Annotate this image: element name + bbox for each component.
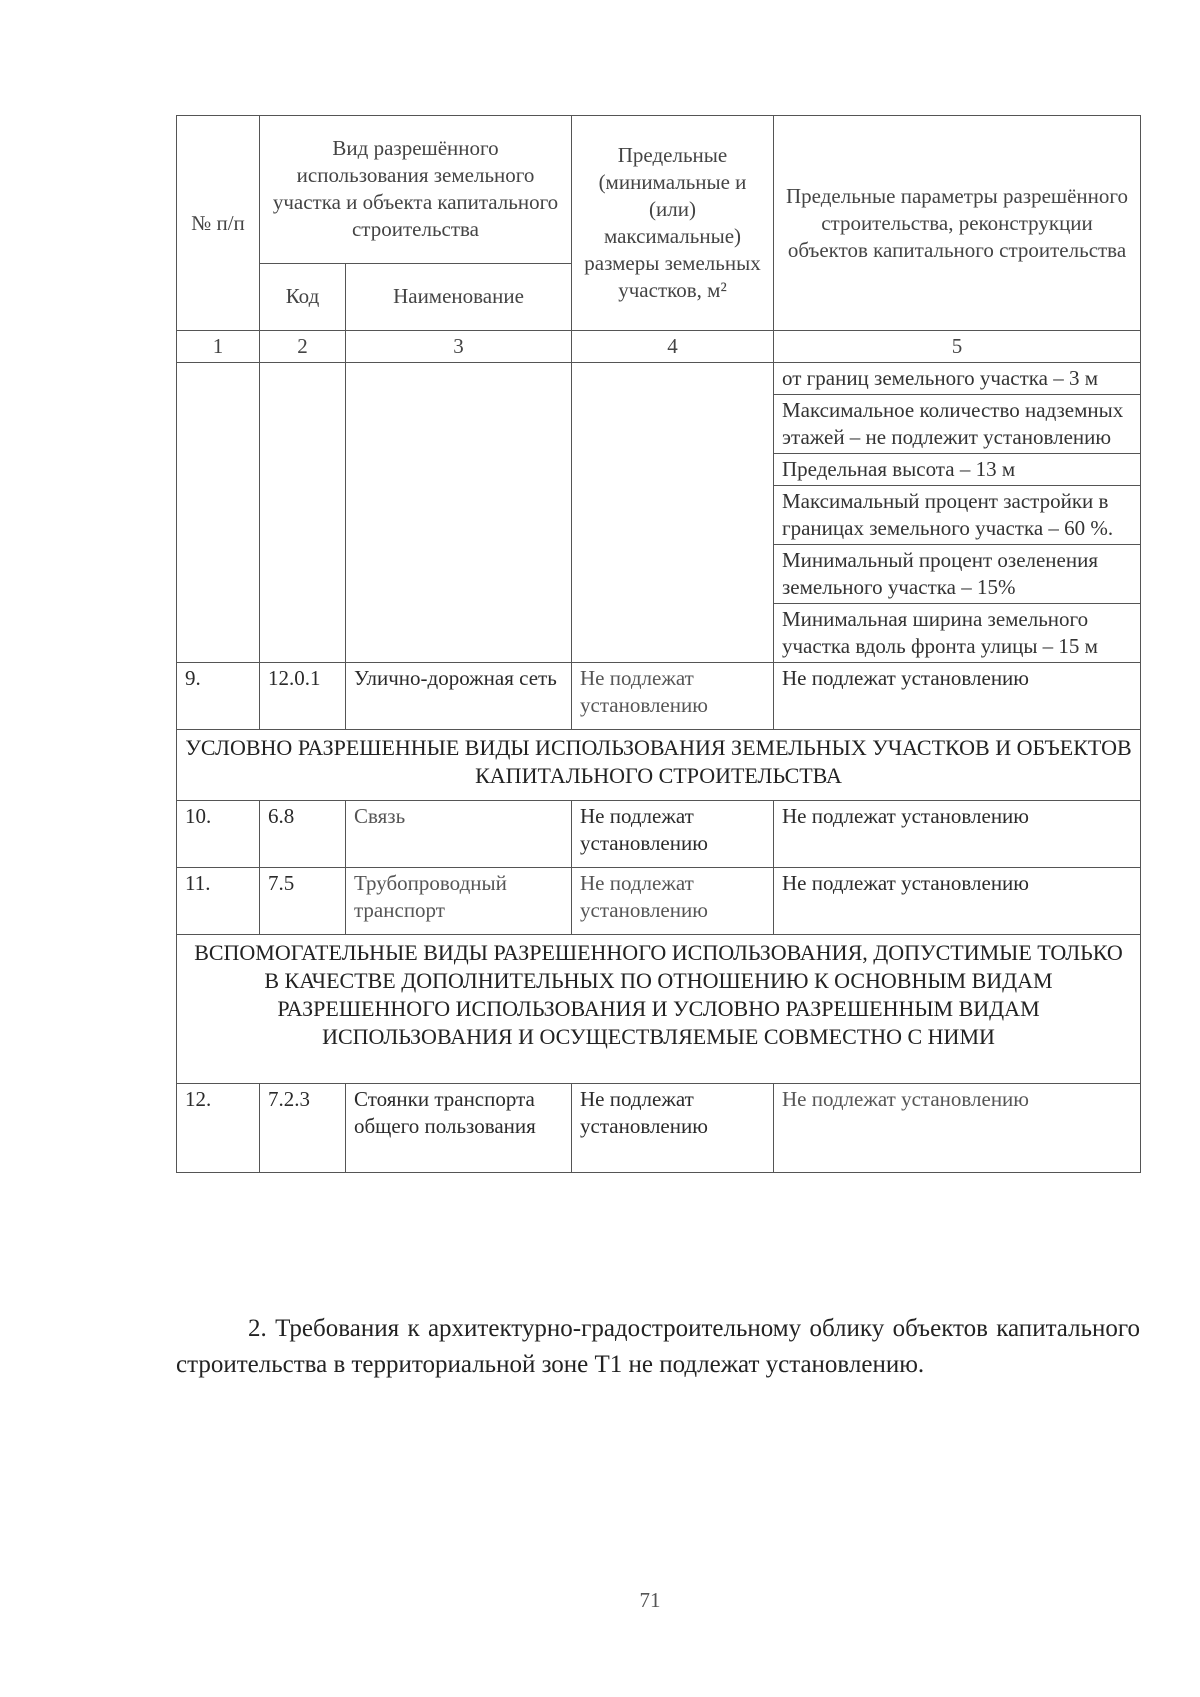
column-number: 3 [346, 331, 572, 363]
parameter-cell: Максимальный процент застройки в границах земельного участка – 60 %. [774, 486, 1141, 545]
header-code: Код [260, 263, 346, 330]
row-number: 9. [177, 663, 260, 730]
row-size: Не подлежат установлению [572, 663, 774, 730]
land-use-table [176, 115, 1141, 1173]
page-number: 71 [639, 1588, 661, 1612]
section-conditional-heading: УСЛОВНО РАЗРЕШЕННЫЕ ВИДЫ ИСПОЛЬЗОВАНИЯ ЗЕМЕЛЬНЫХ УЧАСТКОВ И ОБЪЕКТОВ КАПИТАЛЬНОГО СТРОИТЕЛЬСТВА [177, 730, 1141, 801]
column-number-row [177, 331, 1141, 363]
row-size: Не подлежат установлению [572, 801, 774, 868]
parameter-cell: от границ земельного участка – 3 м [774, 363, 1141, 395]
row-params: Не подлежат установлению [774, 868, 1141, 935]
section-row [177, 730, 1141, 801]
row-size: Не подлежат установлению [572, 868, 774, 935]
row-number: 10. [177, 801, 260, 868]
row-number: 11. [177, 868, 260, 935]
parameter-cell: Максимальное количество надземных этажей – не подлежит установлению [774, 395, 1141, 454]
row-name: Улично-дорожная сеть [346, 663, 572, 730]
paragraph-text: 2. Требования к архитектурно-градостроительному облику объектов капитального строительства в территориальной зоне Т1 не подлежат установлению. [176, 1315, 1140, 1378]
row-name: Трубопроводный транспорт [346, 868, 572, 935]
row-params: Не подлежат установлению [774, 663, 1141, 730]
table-row [177, 868, 1141, 935]
row-number: 12. [177, 1084, 260, 1173]
column-number: 2 [260, 331, 346, 363]
parameter-cell: Минимальная ширина земельного участка вдоль фронта улицы – 15 м [774, 604, 1141, 663]
row-code: 7.5 [260, 868, 346, 935]
table-row [177, 663, 1141, 730]
body-paragraph [176, 1311, 1140, 1383]
empty-cell [260, 363, 346, 663]
row-code: 6.8 [260, 801, 346, 868]
parameter-cell: Предельная высота – 13 м [774, 454, 1141, 486]
column-number: 4 [572, 331, 774, 363]
row-params: Не подлежат установлению [774, 1084, 1141, 1173]
table-header-row [177, 116, 1141, 264]
continued-row [177, 363, 1141, 395]
header-parameters: Предельные параметры разрешённого строительства, реконструкции объектов капитального строительства [774, 116, 1141, 331]
parameter-cell: Минимальный процент озеленения земельного участка – 15% [774, 545, 1141, 604]
header-number: № п/п [177, 116, 260, 331]
row-code: 12.0.1 [260, 663, 346, 730]
section-auxiliary-heading: ВСПОМОГАТЕЛЬНЫЕ ВИДЫ РАЗРЕШЕННОГО ИСПОЛЬЗОВАНИЯ, ДОПУСТИМЫЕ ТОЛЬКО В КАЧЕСТВЕ ДОПОЛНИТЕЛЬНЫХ ПО ОТНОШЕНИЮ К ОСНОВНЫМ ВИДАМ РАЗРЕШЕННОГО ИСПОЛЬЗОВАНИЯ И УСЛОВНО РАЗРЕШЕННЫМ ВИДАМ ИСПОЛЬЗОВАНИЯ И ОСУЩЕСТВЛЯЕМЫЕ СОВМЕСТНО С НИМИ [177, 935, 1141, 1084]
row-name: Стоянки транспорта общего пользования [346, 1084, 572, 1173]
row-code: 7.2.3 [260, 1084, 346, 1173]
header-name: Наименование [346, 263, 572, 330]
row-params: Не подлежат установлению [774, 801, 1141, 868]
column-number: 1 [177, 331, 260, 363]
empty-cell [177, 363, 260, 663]
table-row [177, 801, 1141, 868]
column-number: 5 [774, 331, 1141, 363]
row-size: Не подлежат установлению [572, 1084, 774, 1173]
header-use-type: Вид разрешённого использования земельного участка и объекта капитального строительства [260, 116, 572, 264]
empty-cell [346, 363, 572, 663]
row-name: Связь [346, 801, 572, 868]
empty-cell [572, 363, 774, 663]
header-plot-size: Предельные (минимальные и (или) максимальные) размеры земельных участков, м² [572, 116, 774, 331]
section-row [177, 935, 1141, 1084]
table-row [177, 1084, 1141, 1173]
